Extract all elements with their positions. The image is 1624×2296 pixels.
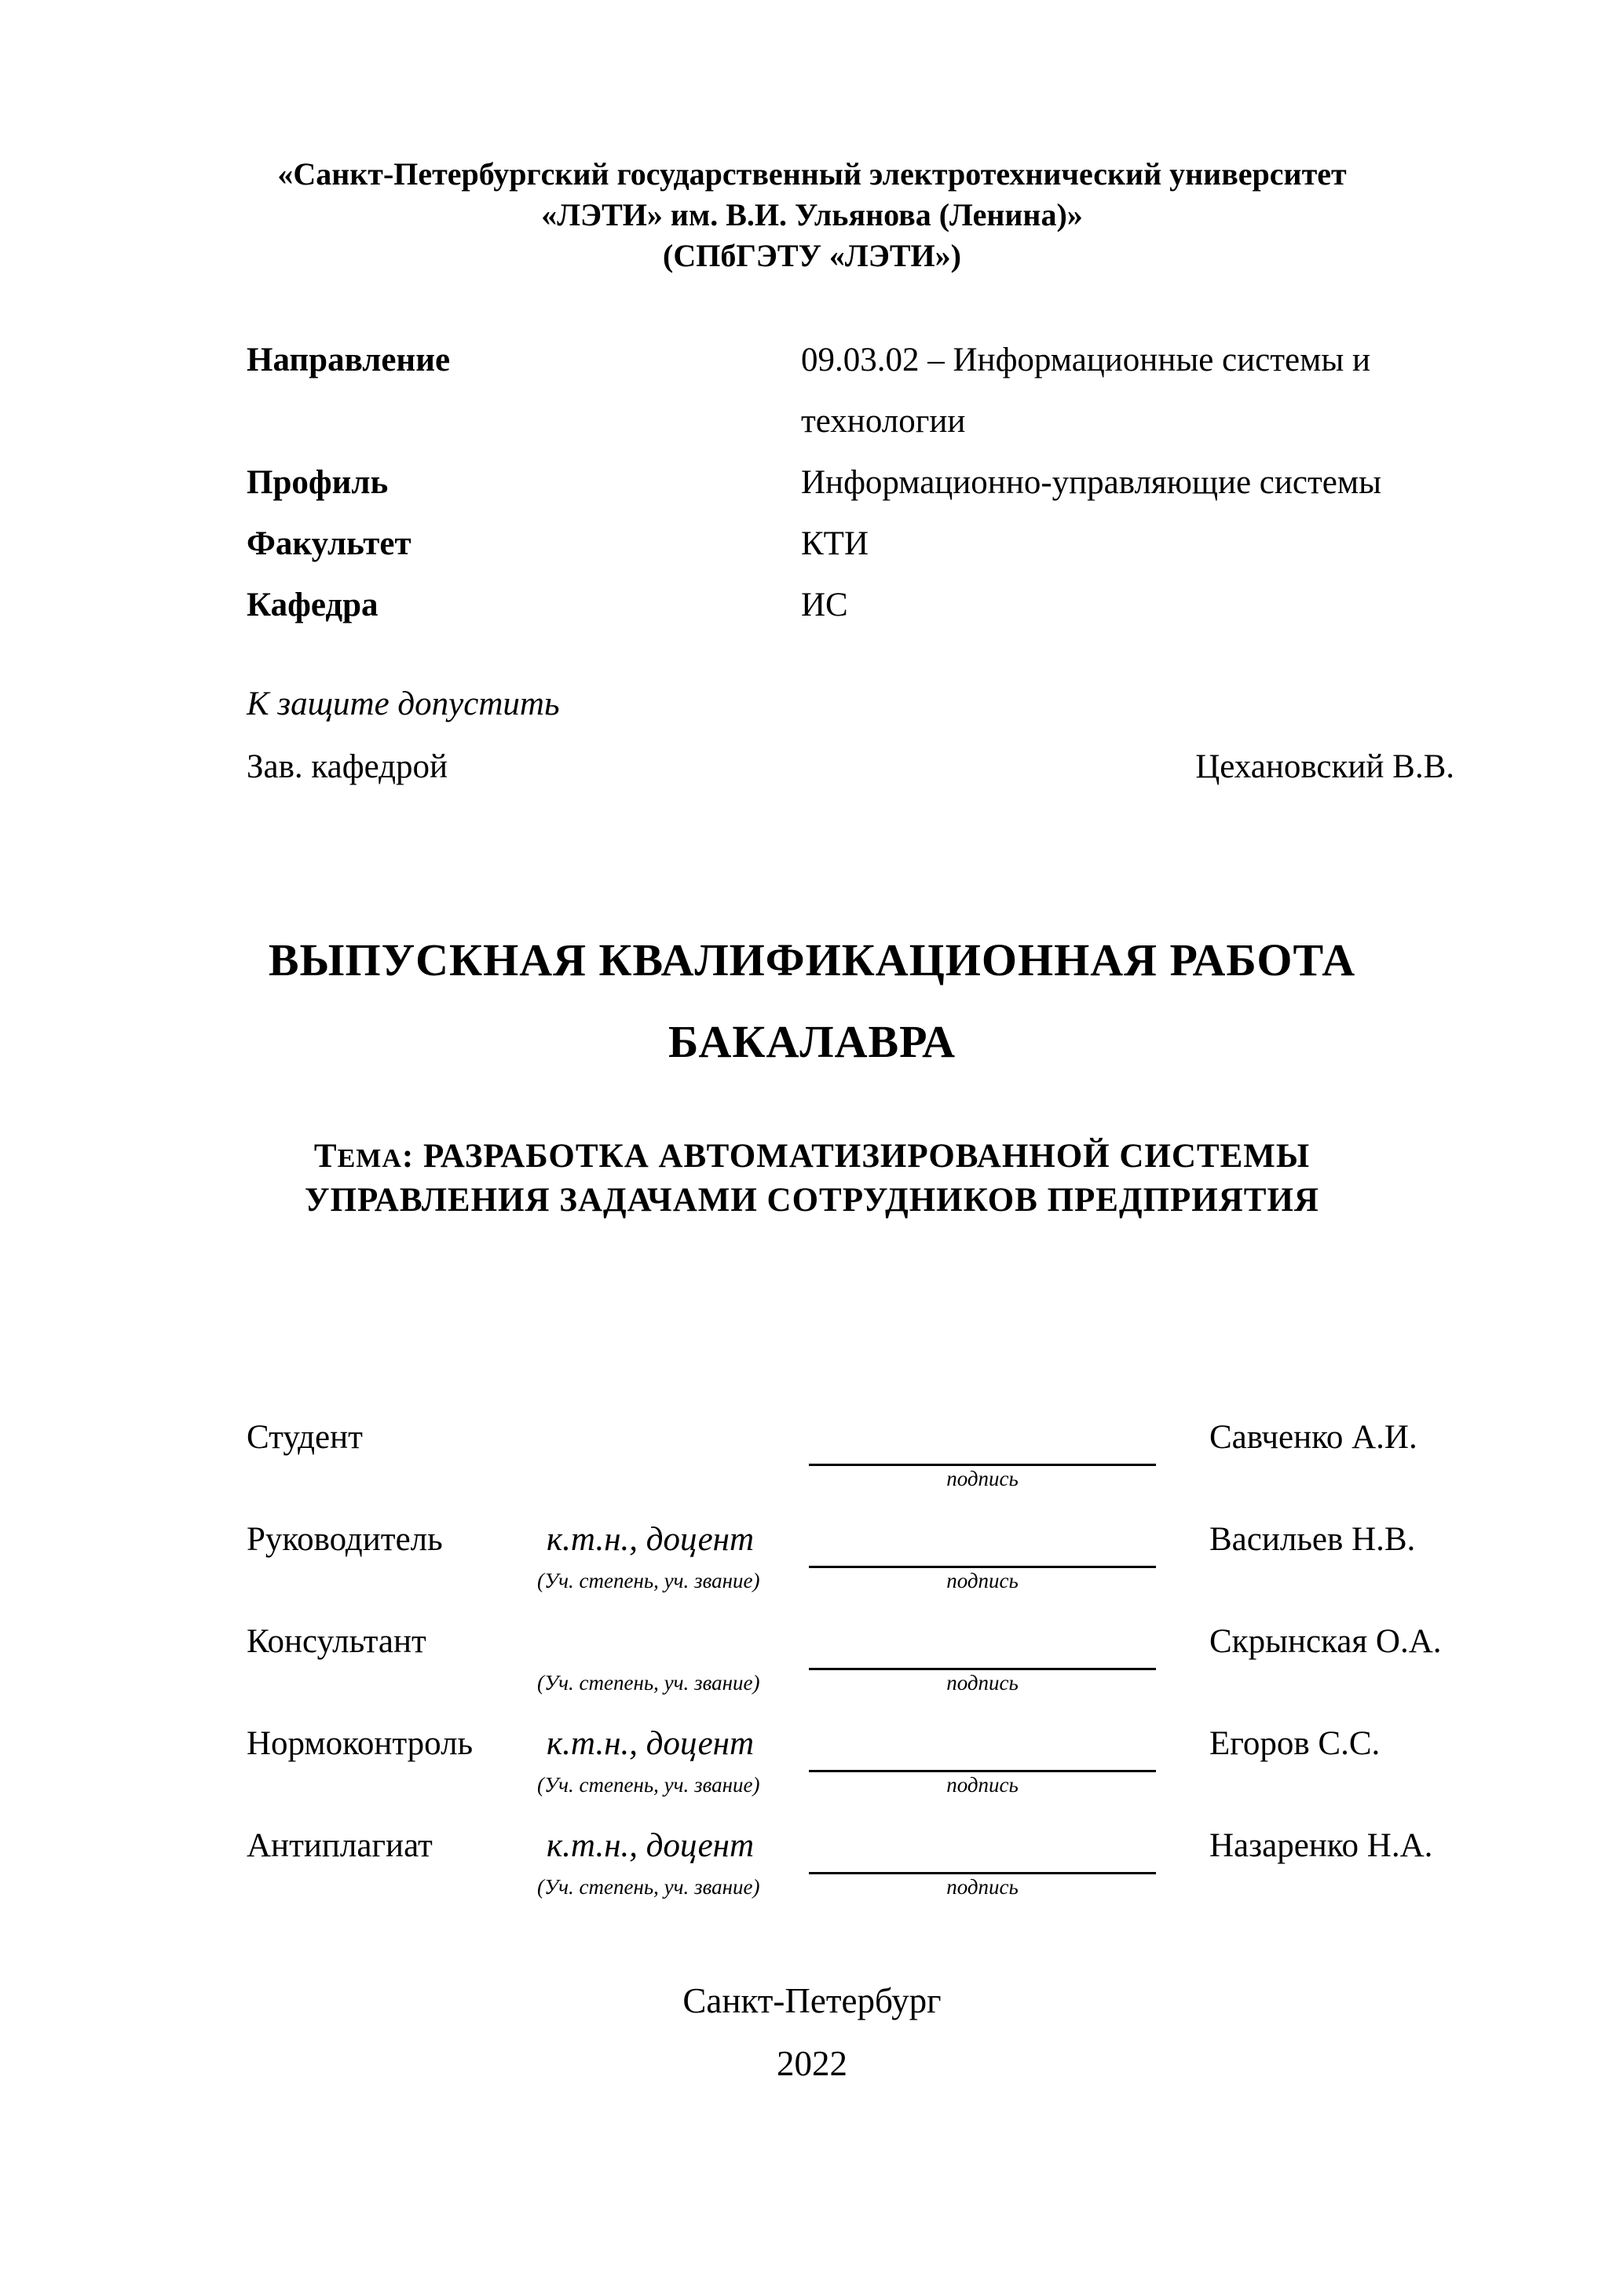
signature-role-norm-control: Нормоконтроль [247, 1725, 474, 1762]
signature-role-consultant: Консультант [247, 1623, 426, 1660]
signature-name-supervisor: Васильев Н.В. [1209, 1521, 1416, 1558]
department-label: Кафедра [247, 587, 379, 623]
signature-role-student: Студент [247, 1419, 363, 1456]
signature-line-antiplagiarism [809, 1872, 1156, 1874]
admit-to-defense: К защите допустить [247, 686, 560, 722]
degree-caption-norm-control: (Уч. степень, уч. звание) [537, 1773, 760, 1797]
footer-year: 2022 [777, 2044, 847, 2083]
signature-name-norm-control: Егоров С.С. [1209, 1725, 1381, 1762]
signature-line-student [809, 1464, 1156, 1466]
degree-caption-antiplagiarism: (Уч. степень, уч. звание) [537, 1875, 760, 1899]
signature-line-norm-control [809, 1770, 1156, 1772]
head-of-department-role: Зав. кафедрой [247, 748, 448, 785]
footer-city: Санкт-Петербург [682, 1981, 942, 2020]
topic-prefix-first-letter: Т [313, 1138, 338, 1175]
signature-role-antiplagiarism: Антиплагиат [247, 1827, 433, 1864]
signature-name-consultant: Скрынская О.А. [1209, 1623, 1442, 1660]
signature-caption-antiplagiarism: подпись [946, 1875, 1019, 1899]
degree-caption-supervisor: (Уч. степень, уч. звание) [537, 1569, 760, 1592]
document-title-line-1: ВЫПУСКНАЯ КВАЛИФИКАЦИОННАЯ РАБОТА [268, 934, 1356, 985]
signature-caption-norm-control: подпись [946, 1773, 1019, 1797]
signature-name-student: Савченко А.И. [1209, 1419, 1417, 1456]
university-abbreviation: (СПбГЭТУ «ЛЭТИ») [663, 238, 961, 273]
signature-caption-student: подпись [946, 1467, 1019, 1490]
direction-label: Направление [247, 342, 451, 378]
head-of-department-name: Цехановский В.В. [1195, 748, 1454, 785]
faculty-label: Факультет [247, 525, 411, 562]
university-name-line-2: «ЛЭТИ» им. В.И. Ульянова (Ленина)» [541, 197, 1083, 232]
department-value: ИС [801, 587, 848, 623]
degree-caption-consultant: (Уч. степень, уч. звание) [537, 1671, 760, 1695]
signature-name-antiplagiarism: Назаренко Н.А. [1209, 1827, 1433, 1864]
topic-line-1 [0, 1137, 1624, 1179]
signature-caption-consultant: подпись [946, 1671, 1019, 1695]
profile-label: Профиль [247, 464, 389, 501]
direction-value-continued: технологии [801, 403, 966, 440]
signature-degree-supervisor: к.т.н., доцент [547, 1521, 755, 1558]
topic-prefix-rest: ЕМА [337, 1144, 402, 1173]
topic-prefix-colon: : [401, 1138, 415, 1175]
profile-value: Информационно-управляющие системы [801, 464, 1381, 501]
signature-line-consultant [809, 1668, 1156, 1670]
direction-value: 09.03.02 – Информационные системы и [801, 342, 1370, 378]
signature-line-supervisor [809, 1566, 1156, 1568]
university-name-line-1: «Санкт-Петербургский государственный электротехнический университет [277, 156, 1347, 192]
signature-role-supervisor: Руководитель [247, 1521, 443, 1558]
topic-title-part-2: УПРАВЛЕНИЯ ЗАДАЧАМИ СОТРУДНИКОВ ПРЕДПРИЯТИЯ [305, 1182, 1319, 1219]
topic-title-part-1: РАЗРАБОТКА АВТОМАТИЗИРОВАННОЙ СИСТЕМЫ [422, 1138, 1311, 1175]
signature-degree-antiplagiarism: к.т.н., доцент [547, 1827, 755, 1864]
document-title-line-2: БАКАЛАВРА [668, 1016, 956, 1067]
signature-degree-norm-control: к.т.н., доцент [547, 1725, 755, 1762]
signature-caption-supervisor: подпись [946, 1569, 1019, 1592]
faculty-value: КТИ [801, 525, 869, 562]
